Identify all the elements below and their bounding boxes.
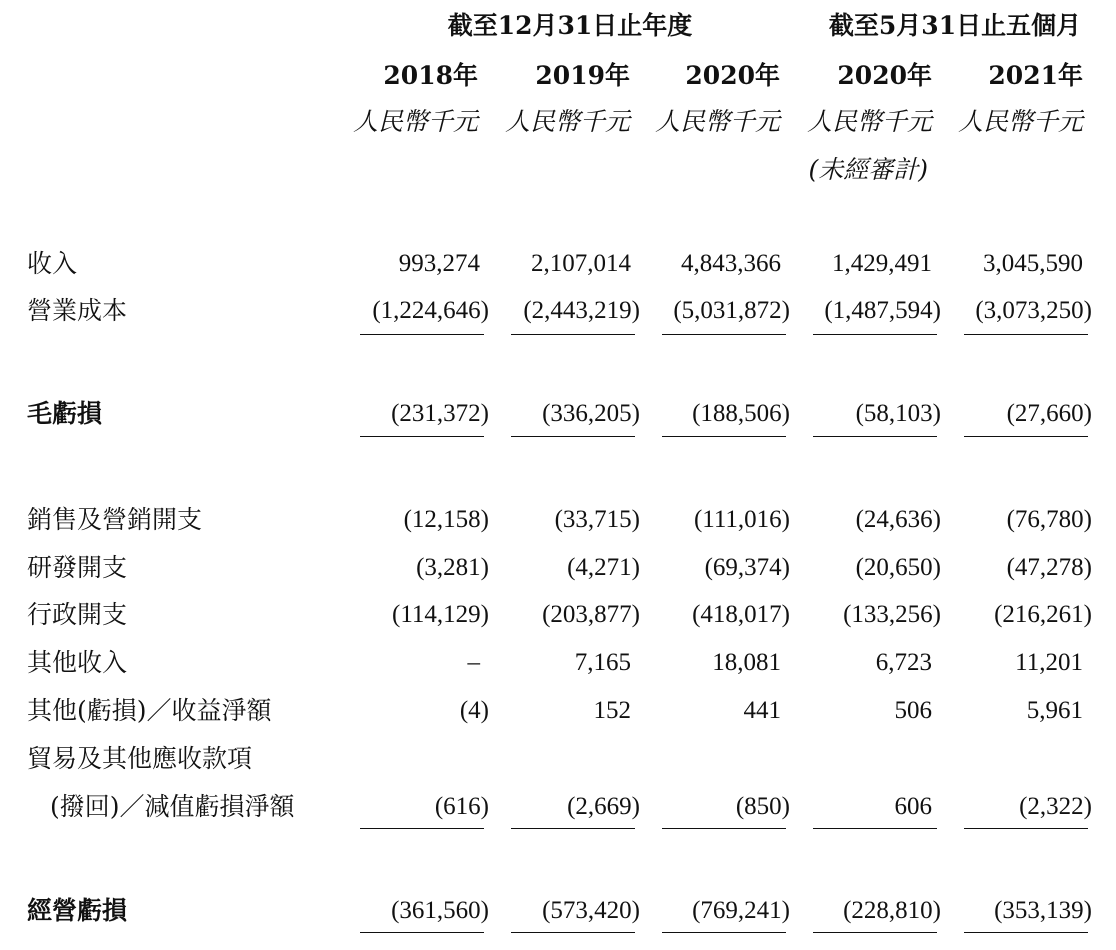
row-label-gross-loss: 毛虧損 [27, 399, 103, 428]
subtotal-rule [964, 828, 1088, 829]
cell-cost-2021-period: (3,073,250) [975, 297, 1092, 324]
year-2020-period: 2020年 [837, 61, 932, 90]
cell-rnd-2020-period: (20,650) [855, 554, 941, 581]
cell-revenue-2020: 4,843,366 [681, 250, 781, 277]
row-label-operating-loss: 經營虧損 [27, 896, 128, 925]
subtotal-rule [813, 334, 937, 335]
cell-admin-2020-period: (133,256) [843, 601, 941, 628]
cell-other-income-2019: 7,165 [574, 649, 631, 676]
year-2018: 2018年 [383, 61, 478, 90]
row-label-cost-of-sales: 營業成本 [27, 296, 128, 325]
subtotal-rule [662, 436, 786, 437]
cell-impairment-2019: (2,669) [567, 793, 640, 820]
subtotal-rule [360, 828, 484, 829]
cell-revenue-2020-period: 1,429,491 [832, 250, 932, 277]
row-label-rnd-expenses: 研發開支 [27, 553, 128, 582]
unit-2021-period: 人民幣千元 [957, 107, 1083, 136]
row-label-revenue: 收入 [27, 249, 78, 278]
cell-admin-2018: (114,129) [392, 601, 489, 628]
cell-other-income-2020: 18,081 [712, 649, 781, 676]
cell-gross-loss-2021-period: (27,660) [1006, 400, 1092, 427]
cell-operating-loss-2021-period: (353,139) [994, 897, 1092, 924]
cell-gross-loss-2020: (188,506) [692, 400, 790, 427]
cell-other-gains-2020-period: 506 [894, 697, 932, 724]
cell-rnd-2020: (69,374) [704, 554, 790, 581]
unit-2020: 人民幣千元 [654, 107, 780, 136]
cell-selling-2020: (111,016) [693, 506, 790, 533]
five-months-heading: 截至5月31日止五個月 [828, 11, 1082, 40]
subtotal-rule [511, 334, 635, 335]
cell-other-gains-2018: (4) [459, 697, 489, 724]
subtotal-rule [360, 436, 484, 437]
unit-2020-period: 人民幣千元 [806, 107, 932, 136]
unit-2019: 人民幣千元 [504, 107, 630, 136]
cell-gross-loss-2020-period: (58,103) [855, 400, 941, 427]
cell-gross-loss-2019: (336,205) [542, 400, 640, 427]
cell-rnd-2018: (3,281) [416, 554, 489, 581]
row-label-other-gains-losses: 其他(虧損)／收益淨額 [27, 696, 272, 725]
row-label-selling-expenses: 銷售及營銷開支 [27, 505, 203, 534]
cell-admin-2020: (418,017) [692, 601, 790, 628]
cell-admin-2021-period: (216,261) [994, 601, 1092, 628]
subtotal-rule [360, 334, 484, 335]
cell-rnd-2021-period: (47,278) [1006, 554, 1092, 581]
total-rule [964, 932, 1088, 933]
unit-2018: 人民幣千元 [352, 107, 478, 136]
total-rule [511, 932, 635, 933]
cell-rnd-2019: (4,271) [567, 554, 640, 581]
cell-selling-2019: (33,715) [554, 506, 640, 533]
cell-other-gains-2020: 441 [743, 697, 781, 724]
year-ended-heading: 截至12月31日止年度 [447, 11, 693, 40]
cell-admin-2019: (203,877) [542, 601, 640, 628]
subtotal-rule [813, 436, 937, 437]
total-rule [360, 932, 484, 933]
cell-cost-2020: (5,031,872) [673, 297, 790, 324]
cell-cost-2019: (2,443,219) [523, 297, 640, 324]
cell-selling-2018: (12,158) [403, 506, 489, 533]
subtotal-rule [511, 436, 635, 437]
row-label-admin-expenses: 行政開支 [27, 600, 128, 629]
total-rule [662, 932, 786, 933]
cell-impairment-2020-period: 606 [894, 793, 932, 820]
cell-revenue-2021-period: 3,045,590 [983, 250, 1083, 277]
row-label-impairment-reversal: (撥回)／減值虧損淨額 [50, 792, 295, 821]
cell-selling-2020-period: (24,636) [855, 506, 941, 533]
year-2021-period: 2021年 [988, 61, 1083, 90]
cell-cost-2018: (1,224,646) [372, 297, 489, 324]
subtotal-rule [662, 334, 786, 335]
total-rule [813, 932, 937, 933]
subtotal-rule [511, 828, 635, 829]
cell-revenue-2019: 2,107,014 [531, 250, 631, 277]
cell-cost-2020-period: (1,487,594) [824, 297, 941, 324]
cell-other-income-2021-period: 11,201 [1015, 649, 1083, 676]
row-label-trade-receivables: 貿易及其他應收款項 [27, 744, 253, 773]
cell-operating-loss-2020: (769,241) [692, 897, 790, 924]
cell-gross-loss-2018: (231,372) [391, 400, 489, 427]
cell-other-gains-2021-period: 5,961 [1026, 697, 1083, 724]
subtotal-rule [964, 334, 1088, 335]
cell-impairment-2020: (850) [735, 793, 790, 820]
cell-other-income-2018: – [467, 649, 480, 676]
cell-operating-loss-2020-period: (228,810) [843, 897, 941, 924]
subtotal-rule [662, 828, 786, 829]
year-2019: 2019年 [535, 61, 630, 90]
subtotal-rule [813, 828, 937, 829]
cell-revenue-2018: 993,274 [398, 250, 480, 277]
cell-impairment-2018: (616) [434, 793, 489, 820]
row-label-other-income: 其他收入 [27, 648, 128, 677]
cell-operating-loss-2018: (361,560) [391, 897, 489, 924]
cell-other-gains-2019: 152 [593, 697, 631, 724]
year-2020: 2020年 [685, 61, 780, 90]
cell-operating-loss-2019: (573,420) [542, 897, 640, 924]
cell-selling-2021-period: (76,780) [1006, 506, 1092, 533]
unaudited-note: (未經審計) [808, 155, 928, 184]
subtotal-rule [964, 436, 1088, 437]
cell-other-income-2020-period: 6,723 [875, 649, 932, 676]
cell-impairment-2021-period: (2,322) [1019, 793, 1092, 820]
